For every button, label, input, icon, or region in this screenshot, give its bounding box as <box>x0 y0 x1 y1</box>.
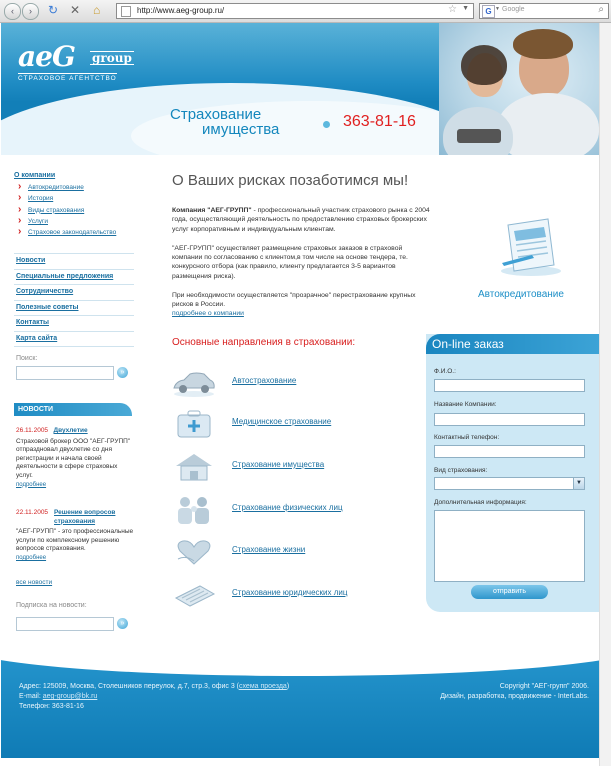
email-label: E-mail: <box>19 693 43 700</box>
field-label-phone: Контактный телефон: <box>434 434 500 441</box>
sidebar-subitem-history[interactable]: › История <box>14 193 134 204</box>
logo-group: group <box>92 51 132 65</box>
intro-paragraph-2: "АЕГ-ГРУПП" осуществляет размещение страховых заказов в страховой компании по согласованию с клиентом,в том числе на основе тендера, те. конкурсного отбора (как правило, клиенту предлагается 3-5 вариантов размещения риска). <box>172 244 408 280</box>
field-label-additional: Дополнительная информация: <box>434 499 527 506</box>
slogan-line-1: Страхование <box>170 106 262 123</box>
dropdown-arrow-icon[interactable]: ▼ <box>462 5 469 12</box>
stop-icon[interactable]: ✕ <box>70 3 81 17</box>
direction-label[interactable]: Страхование физических лиц <box>232 503 343 512</box>
car-icon <box>172 368 216 398</box>
logo[interactable] <box>18 40 132 82</box>
news-item <box>16 509 138 562</box>
footer-credits: Дизайн, разработка, продвижение - InterLabs. <box>440 693 589 700</box>
subscribe-input[interactable] <box>16 617 114 631</box>
direction-label[interactable]: Медицинское страхование <box>232 417 332 426</box>
page-title: О Ваших рисках позаботимся мы! <box>172 172 409 189</box>
news-item <box>16 427 134 489</box>
additional-info-textarea[interactable] <box>434 510 585 582</box>
address-text: Адрес: 125009, Москва, Столешников переулок, д.7, стр.3, офис 3 ( <box>19 683 240 690</box>
footer-email <box>19 693 97 700</box>
site-header <box>1 23 599 155</box>
header-photo <box>439 23 599 155</box>
news-more-link[interactable]: подробнее <box>16 481 47 488</box>
people-icon <box>172 495 216 525</box>
house-icon <box>172 452 216 482</box>
back-arrow-icon[interactable]: ‹ <box>4 3 21 20</box>
url-text: http://www.aeg-group.ru/ <box>137 6 225 15</box>
intro-company: Компания "АЕГ-ГРУПП" <box>172 207 252 214</box>
sidebar-about-title[interactable]: О компании <box>14 172 56 179</box>
documents-icon <box>172 580 216 610</box>
search-go-button[interactable]: » <box>117 367 128 378</box>
about-more-link[interactable]: подробнее о компании <box>172 310 244 318</box>
field-label-name: Ф.И.О.: <box>434 368 456 375</box>
direction-label[interactable]: Страхование имущества <box>232 460 325 469</box>
header-slogan <box>170 107 279 137</box>
footer-address <box>19 683 289 690</box>
direction-item-life[interactable] <box>172 537 412 567</box>
google-icon[interactable]: G <box>482 5 495 18</box>
subscribe-go-button[interactable]: » <box>117 618 128 629</box>
slogan-dot <box>323 121 330 128</box>
field-label-insurance-type: Вид страхования: <box>434 467 488 474</box>
header-phone: 363-81-16 <box>343 113 416 130</box>
home-icon[interactable]: ⌂ <box>93 3 101 17</box>
photo-man-hair <box>513 29 573 59</box>
sidebar-item-contacts[interactable]: Контакты <box>14 316 134 332</box>
submit-button[interactable]: отправить <box>471 585 548 599</box>
heart-hands-icon <box>172 537 216 567</box>
news-text: "АЕГ-ГРУПП" - это профессиональные услуги по комплексному решению вопросов страхования. <box>16 528 134 553</box>
sidebar-subitem-legislation[interactable]: › Страховое законодательство <box>14 227 134 238</box>
intro-text <box>172 206 434 319</box>
company-field[interactable] <box>434 413 585 426</box>
intro-paragraph-3: При необходимости осуществляется "прозрачное" перестрахование крупных рисков в России. <box>172 291 416 309</box>
search-bar[interactable] <box>479 3 609 19</box>
photo-woman-hair <box>461 45 507 85</box>
direction-label[interactable]: Страхование жизни <box>232 545 306 554</box>
news-more-link[interactable]: подробнее <box>16 554 47 561</box>
news-date: 22.11.2005 <box>16 509 49 516</box>
order-form <box>426 334 599 612</box>
direction-item-property[interactable] <box>172 452 412 482</box>
direction-label[interactable]: Страхование юридических лиц <box>232 588 348 597</box>
sidebar-divider <box>14 238 134 254</box>
sidebar-subitem-autocredit[interactable]: › Автокредитование <box>14 182 134 193</box>
sidebar-item-cooperation[interactable]: Сотрудничество <box>14 285 134 301</box>
sidebar-subitem-insurance-types[interactable]: › Виды страхования <box>14 205 134 216</box>
news-title[interactable]: Двухлетие <box>53 427 88 434</box>
autocredit-document-icon[interactable] <box>498 215 564 277</box>
email-link[interactable]: aeg-group@bk.ru <box>42 693 98 700</box>
photo-laptop <box>457 129 501 143</box>
news-text: Страховой брокер ООО "АЕГ-ГРУПП" отпраздновал двухлетие со дня регистрации и начала своей деятельности в сфере страховых услуг. <box>16 437 131 479</box>
subscribe-label: Подписка на новости: <box>16 602 87 609</box>
sidebar-item-special-offers[interactable]: Специальные предложения <box>14 270 134 286</box>
page-icon <box>121 6 131 17</box>
medical-kit-icon <box>172 409 216 439</box>
phone-field[interactable] <box>434 445 585 458</box>
sidebar <box>14 172 134 347</box>
search-label: Поиск: <box>16 355 38 362</box>
news-header: НОВОСТИ <box>14 403 132 416</box>
search-placeholder: Google <box>502 6 525 13</box>
magnifier-icon[interactable]: ⌕ <box>598 4 604 15</box>
name-field[interactable] <box>434 379 585 392</box>
photo-man-shirt <box>497 93 599 155</box>
address-bar[interactable] <box>116 3 474 19</box>
direction-item-legal[interactable] <box>172 580 412 610</box>
order-title: On-line заказ <box>426 334 599 354</box>
direction-item-individuals[interactable] <box>172 495 412 525</box>
chevron-down-icon[interactable]: ▼ <box>573 478 584 489</box>
direction-item-auto[interactable] <box>172 368 412 398</box>
footer-copyright: Copyright "АЕГ-групп" 2006. <box>499 683 589 690</box>
map-link[interactable]: схема проезда <box>239 683 287 690</box>
forward-arrow-icon[interactable]: › <box>22 3 39 20</box>
field-label-company: Название Компании: <box>434 401 497 408</box>
footer-phone: Телефон: 363-81-16 <box>19 703 84 710</box>
direction-item-medical[interactable] <box>172 409 412 439</box>
reload-icon[interactable]: ↻ <box>48 3 59 17</box>
site-footer <box>1 656 599 758</box>
intro-paragraph-1: - профессиональный участник страхового рынка с 2004 года, осуществляющий деятельность по предоставлению страховых брокерских услуг корпоративным и индивидуальным клиентам. <box>172 207 430 233</box>
news-title[interactable]: Решение вопросов страхования <box>54 509 116 525</box>
bookmark-star-icon[interactable]: ☆ <box>448 4 457 15</box>
sidebar-item-tips[interactable]: Полезные советы <box>14 301 134 317</box>
search-input[interactable] <box>16 366 114 380</box>
footer-curve <box>1 656 599 676</box>
insurance-type-select[interactable] <box>434 477 585 490</box>
scrollbar[interactable] <box>599 23 611 766</box>
all-news-link[interactable]: все новости <box>16 579 53 586</box>
direction-label[interactable]: Автострахование <box>232 376 297 385</box>
slogan-line-2: имущества <box>202 121 280 138</box>
sidebar-item-sitemap[interactable]: Карта сайта <box>14 332 134 348</box>
sidebar-subitem-services[interactable]: › Услуги <box>14 216 134 227</box>
address-suffix: ) <box>286 683 290 690</box>
engine-dropdown-icon[interactable]: ▼ <box>495 6 500 12</box>
news-date: 26.11.2005 <box>16 427 49 434</box>
logo-subtitle: СТРАХОВОЕ АГЕНТСТВО <box>18 75 117 82</box>
logo-main: aeG <box>18 40 75 73</box>
directions-title: Основные направления в страховании: <box>172 337 356 348</box>
sidebar-item-news[interactable]: Новости <box>14 254 134 270</box>
browser-toolbar <box>0 0 611 23</box>
autocredit-caption[interactable]: Автокредитование <box>478 289 564 300</box>
